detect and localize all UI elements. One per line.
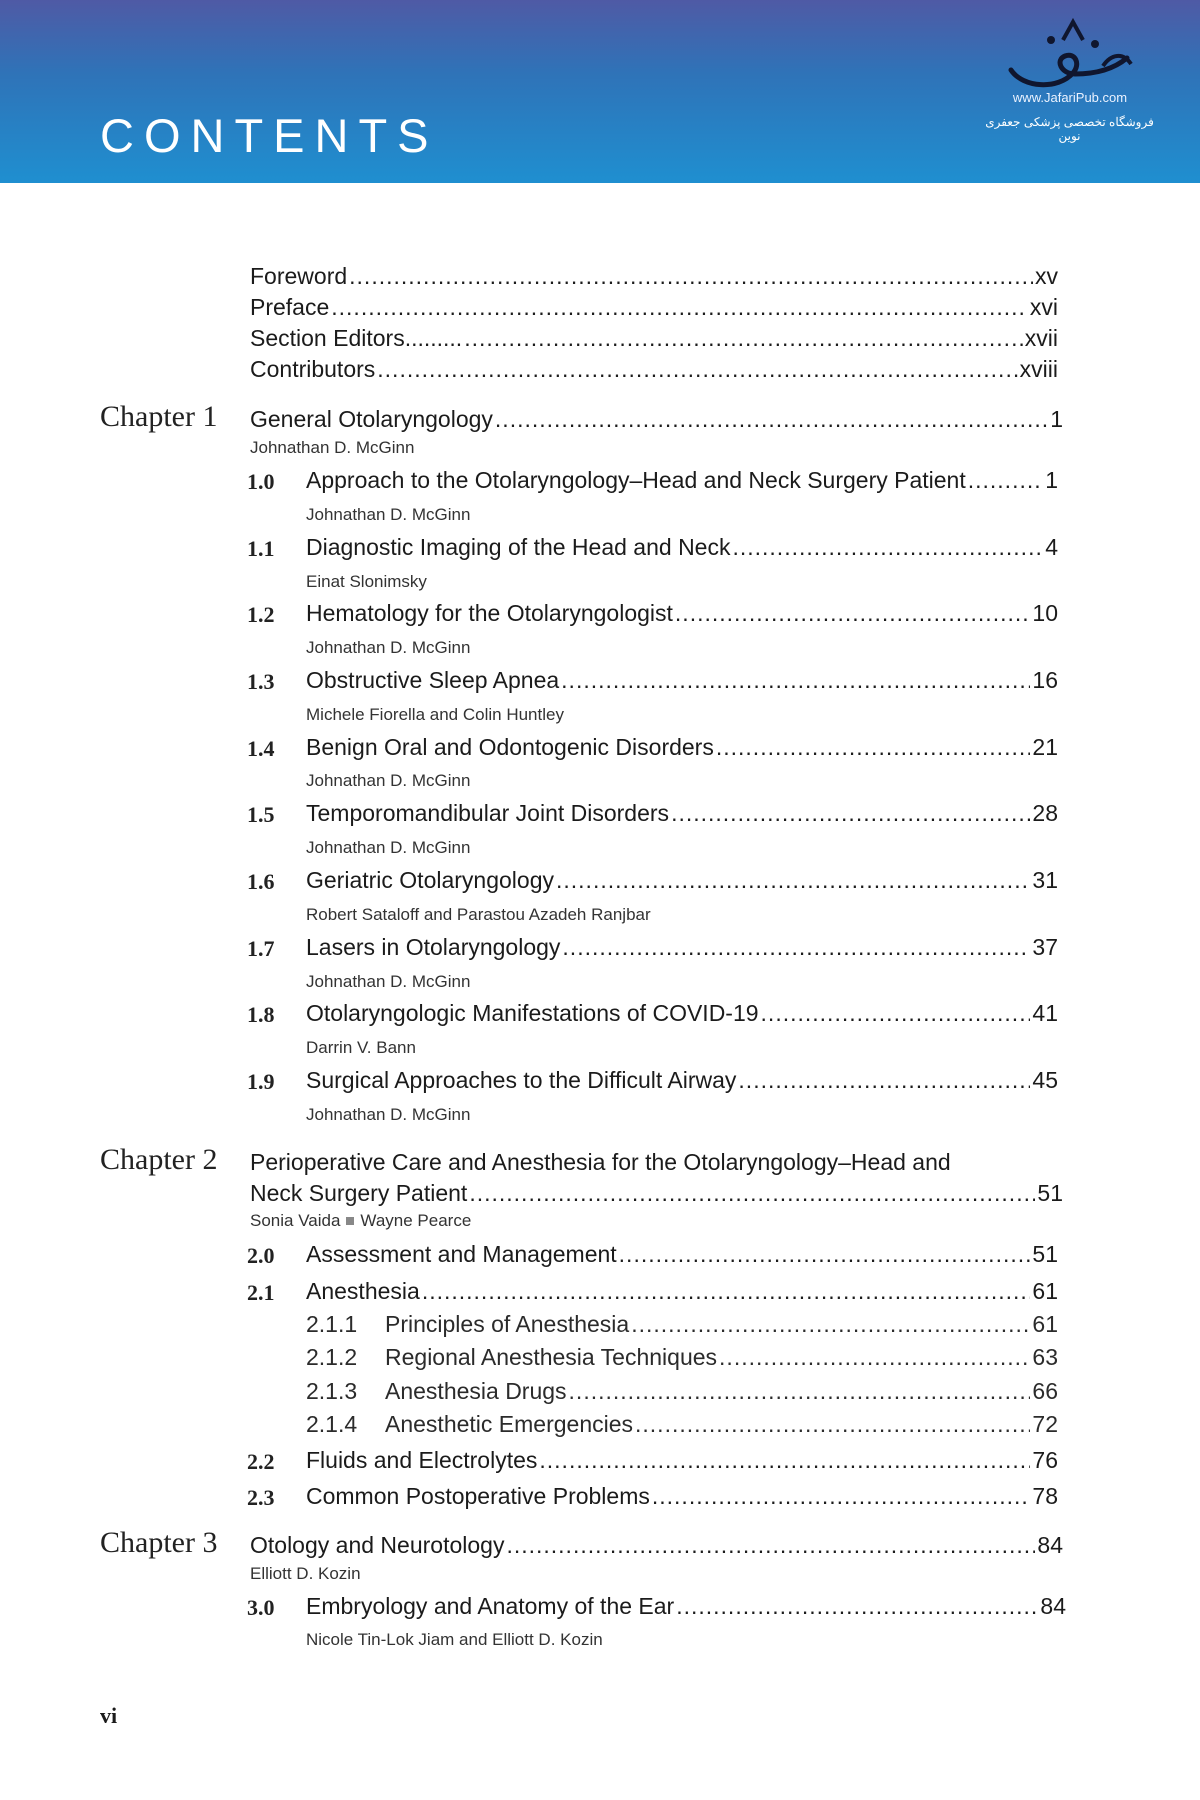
- page-number: vi: [100, 1703, 118, 1728]
- chapter-title-entry[interactable]: [250, 1532, 1063, 1559]
- section-author: Johnathan D. McGinn: [306, 638, 471, 657]
- section-title: Temporomandibular Joint Disorders: [306, 800, 670, 826]
- section-author: Michele Fiorella and Colin Huntley: [306, 705, 564, 724]
- leader-dots: [676, 1593, 1038, 1620]
- logo-url-text: www.JafariPub.com: [1012, 90, 1128, 105]
- leader-dots: [635, 1411, 1030, 1438]
- section-author: Johnathan D. McGinn: [306, 838, 471, 857]
- section-author: Einat Slonimsky: [306, 572, 427, 591]
- subsection-title: Principles of Anesthesia: [385, 1311, 630, 1337]
- toc-entry-title: Section Editors.........: [250, 325, 463, 351]
- subsection-number: 2.1.2: [306, 1344, 358, 1370]
- section-number: 2.3: [247, 1485, 275, 1510]
- chapter-author: Johnathan D. McGinn: [250, 438, 415, 457]
- page-title: CONTENTS: [100, 109, 439, 162]
- leader-dots: [675, 600, 1030, 627]
- section-title: Hematology for the Otolaryngologist: [306, 600, 673, 626]
- leader-dots: [464, 325, 1016, 352]
- leader-dots: [469, 1180, 1035, 1207]
- section-title: Approach to the Otolaryngology–Head and Neck Surgery Patient: [306, 467, 966, 493]
- section-author: Johnathan D. McGinn: [306, 771, 471, 790]
- section-entry[interactable]: [306, 667, 1058, 694]
- leader-dots: [569, 1378, 1031, 1405]
- section-author: Johnathan D. McGinn: [306, 505, 471, 524]
- section-entry[interactable]: [306, 1483, 1058, 1510]
- toc-entry-page: xviii: [1019, 356, 1058, 382]
- section-page: 84: [1040, 1593, 1066, 1619]
- section-number: 1.9: [247, 1069, 275, 1094]
- section-entry[interactable]: [306, 800, 1058, 827]
- section-author: Darrin V. Bann: [306, 1038, 416, 1057]
- subsection-page: 63: [1032, 1344, 1058, 1370]
- subsection-entry[interactable]: [385, 1344, 1058, 1371]
- section-entry[interactable]: [306, 1593, 1066, 1620]
- chapter-label: Chapter 1: [100, 400, 218, 433]
- chapter-page: 84: [1037, 1532, 1063, 1558]
- leader-dots: [556, 867, 1030, 894]
- logo-subtitle: فروشگاه تخصصی پزشکی جعفری نوین: [985, 115, 1154, 143]
- section-page: 37: [1032, 934, 1058, 960]
- chapter-label: Chapter 2: [100, 1143, 218, 1176]
- toc-entry-title: Preface: [250, 294, 330, 320]
- section-title: Lasers in Otolaryngology: [306, 934, 561, 960]
- leader-dots: [761, 1000, 1031, 1027]
- subsection-title: Anesthesia Drugs: [385, 1378, 567, 1404]
- leader-dots: [619, 1241, 1031, 1268]
- author-name: Sonia Vaida: [250, 1211, 341, 1230]
- section-title: Diagnostic Imaging of the Head and Neck: [306, 534, 731, 560]
- chapter-title-line-1[interactable]: Perioperative Care and Anesthesia for the Otolaryngology–Head and: [250, 1149, 951, 1175]
- leader-dots: [732, 534, 1043, 561]
- chapter-title: General Otolaryngology: [250, 406, 493, 432]
- section-entry[interactable]: [306, 934, 1058, 961]
- section-title: Fluids and Electrolytes: [306, 1447, 538, 1473]
- toc-entry-preface[interactable]: [250, 294, 1058, 321]
- section-author: Nicole Tin-Lok Jiam and Elliott D. Kozin: [306, 1630, 603, 1649]
- section-page: 4: [1045, 534, 1058, 560]
- section-number: 1.4: [247, 736, 275, 761]
- subsection-number: 2.1.1: [306, 1311, 358, 1337]
- section-entry[interactable]: [306, 1241, 1058, 1268]
- section-entry[interactable]: [306, 600, 1058, 627]
- toc-entry-contributors[interactable]: [250, 356, 1058, 383]
- leader-dots: [331, 294, 1028, 321]
- leader-dots: [671, 800, 1030, 827]
- section-page: 16: [1032, 667, 1058, 693]
- toc-entry-page: xv: [1035, 263, 1058, 289]
- section-page: 21: [1032, 734, 1058, 760]
- subsection-number: 2.1.3: [306, 1378, 358, 1404]
- section-entry[interactable]: [306, 467, 1058, 494]
- section-number: 2.1: [247, 1280, 275, 1305]
- section-title: Anesthesia: [306, 1278, 420, 1304]
- section-entry[interactable]: [306, 734, 1058, 761]
- section-number: 3.0: [247, 1595, 275, 1620]
- chapter-author: Elliott D. Kozin: [250, 1564, 361, 1583]
- subsection-entry[interactable]: [385, 1311, 1058, 1338]
- subsection-entry[interactable]: [385, 1378, 1058, 1405]
- section-title: Assessment and Management: [306, 1241, 617, 1267]
- section-entry[interactable]: [306, 1278, 1058, 1305]
- section-title: Surgical Approaches to the Difficult Airway: [306, 1067, 737, 1093]
- section-number: 1.6: [247, 869, 275, 894]
- subsection-page: 72: [1032, 1411, 1058, 1437]
- leader-dots: [716, 734, 1031, 761]
- leader-dots: [968, 467, 1043, 494]
- section-number: 1.8: [247, 1002, 275, 1027]
- section-title: Common Postoperative Problems: [306, 1483, 650, 1509]
- section-number: 1.1: [247, 536, 275, 561]
- section-page: 61: [1032, 1278, 1058, 1304]
- section-number: 1.7: [247, 936, 275, 961]
- section-page: 51: [1032, 1241, 1058, 1267]
- chapter-label: Chapter 3: [100, 1526, 218, 1559]
- toc-entry-foreword[interactable]: [250, 263, 1058, 290]
- section-page: 45: [1032, 1067, 1058, 1093]
- author-name: Wayne Pearce: [360, 1211, 472, 1230]
- chapter-page: 51: [1037, 1180, 1063, 1206]
- toc-entry-section-editors[interactable]: [250, 325, 1058, 352]
- leader-dots: [422, 1278, 1031, 1305]
- subsection-page: 61: [1032, 1311, 1058, 1337]
- section-author: Johnathan D. McGinn: [306, 1105, 471, 1124]
- subsection-title: Regional Anesthesia Techniques: [385, 1344, 718, 1370]
- section-page: 76: [1032, 1447, 1058, 1473]
- section-entry[interactable]: [306, 1447, 1058, 1474]
- leader-dots: [539, 1447, 1030, 1474]
- leader-dots: [738, 1067, 1030, 1094]
- subsection-page: 66: [1032, 1378, 1058, 1404]
- toc-entry-title: Contributors: [250, 356, 376, 382]
- chapter-page: 1: [1050, 406, 1063, 432]
- subsection-title: Anesthetic Emergencies: [385, 1411, 634, 1437]
- section-number: 1.5: [247, 802, 275, 827]
- toc-entry-title: Foreword: [250, 263, 348, 289]
- section-entry[interactable]: [306, 867, 1058, 894]
- section-number: 1.0: [247, 469, 275, 494]
- leader-dots: [631, 1311, 1030, 1338]
- leader-dots: [719, 1344, 1030, 1371]
- section-title: Otolaryngologic Manifestations of COVID-19: [306, 1000, 759, 1026]
- leader-dots: [495, 406, 1048, 433]
- section-page: 1: [1045, 467, 1058, 493]
- section-author: Robert Sataloff and Parastou Azadeh Ranjbar: [306, 905, 651, 924]
- section-entry[interactable]: [306, 1000, 1058, 1027]
- square-bullet-icon: [346, 1217, 354, 1225]
- leader-dots: [506, 1532, 1035, 1559]
- subsection-entry[interactable]: [385, 1411, 1058, 1438]
- chapter-title: Neck Surgery Patient: [250, 1180, 468, 1206]
- section-page: 41: [1032, 1000, 1058, 1026]
- chapter-title: Otology and Neurotology: [250, 1532, 505, 1558]
- section-title: Geriatric Otolaryngology: [306, 867, 554, 893]
- section-page: 78: [1032, 1483, 1058, 1509]
- section-author: Johnathan D. McGinn: [306, 972, 471, 991]
- section-number: 2.2: [247, 1449, 275, 1474]
- section-entry[interactable]: [306, 1067, 1058, 1094]
- leader-dots: [561, 667, 1030, 694]
- section-title: Embryology and Anatomy of the Ear: [306, 1593, 675, 1619]
- leader-dots: [377, 356, 1017, 383]
- chapter-authors: [250, 1211, 471, 1231]
- section-number: 1.3: [247, 669, 275, 694]
- section-title: Obstructive Sleep Apnea: [306, 667, 560, 693]
- section-page: 10: [1032, 600, 1058, 626]
- toc-entry-page: xvi: [1029, 294, 1058, 320]
- leader-dots: [349, 263, 1033, 290]
- section-page: 31: [1032, 867, 1058, 893]
- leader-dots: [652, 1483, 1031, 1510]
- subsection-number: 2.1.4: [306, 1411, 358, 1437]
- chapter-title-entry[interactable]: [250, 406, 1063, 433]
- section-number: 2.0: [247, 1243, 275, 1268]
- section-entry[interactable]: [306, 534, 1058, 561]
- section-number: 1.2: [247, 602, 275, 627]
- section-title: Benign Oral and Odontogenic Disorders: [306, 734, 714, 760]
- section-page: 28: [1032, 800, 1058, 826]
- leader-dots: [562, 934, 1030, 961]
- chapter-title-entry[interactable]: [250, 1180, 1063, 1207]
- toc-entry-page: .xvii: [1018, 325, 1058, 351]
